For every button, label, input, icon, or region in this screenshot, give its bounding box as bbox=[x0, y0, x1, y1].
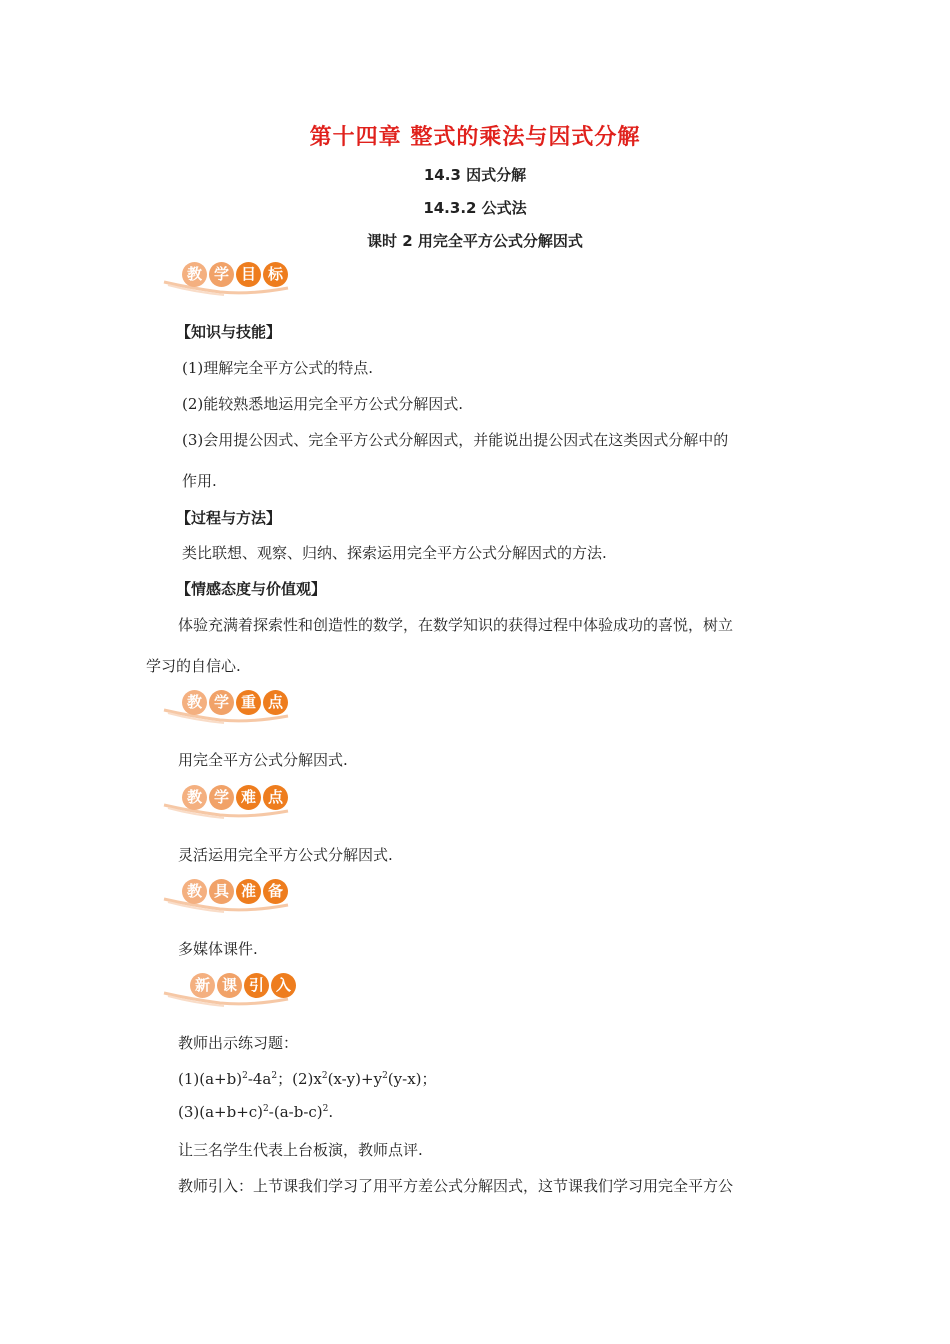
badge-char: 学 bbox=[209, 690, 234, 715]
process-text: 类比联想、观察、归纳、探索运用完全平方公式分解因式的方法. bbox=[182, 544, 607, 562]
intro-line-1: 教师出示练习题： bbox=[178, 1034, 299, 1052]
goal-item-3-cont: 作用. bbox=[182, 472, 217, 490]
badge-char: 点 bbox=[263, 690, 288, 715]
badge-char: 难 bbox=[236, 785, 261, 810]
exercise-text: (1)(a+b) bbox=[178, 1070, 243, 1088]
process-heading: 【过程与方法】 bbox=[176, 509, 282, 527]
exercise-line-1 bbox=[178, 1068, 437, 1089]
chapter-title: 第十四章 整式的乘法与因式分解 bbox=[309, 125, 641, 150]
exercise-exponent: 2 bbox=[382, 1071, 388, 1081]
lesson-title: 课时 2 用完全平方公式分解因式 bbox=[367, 232, 583, 250]
badge-char: 学 bbox=[209, 785, 234, 810]
badge-char: 目 bbox=[236, 262, 261, 287]
exercise-text: (y-x)； bbox=[387, 1070, 437, 1088]
badge-char: 教 bbox=[182, 690, 207, 715]
badge-char: 准 bbox=[236, 879, 261, 904]
exercise-exponent: 2 bbox=[242, 1071, 248, 1081]
difficulties-badge bbox=[160, 781, 320, 821]
intro-line-4: 让三名学生代表上台板演，教师点评. bbox=[178, 1141, 423, 1159]
goal-item-3: (3)会用提公因式、完全平方公式分解因式，并能说出提公因式在这类因式分解中的 bbox=[182, 431, 729, 449]
badge-char: 点 bbox=[263, 785, 288, 810]
badge-char: 标 bbox=[263, 262, 288, 287]
exercise-text: -4a bbox=[247, 1070, 272, 1088]
badge-char: 具 bbox=[209, 879, 234, 904]
intro-badge bbox=[160, 969, 320, 1009]
materials-text: 多媒体课件. bbox=[178, 940, 258, 958]
exercise-exponent: 2 bbox=[263, 1104, 269, 1114]
badge-char: 学 bbox=[209, 262, 234, 287]
exercise-text: . bbox=[328, 1103, 334, 1121]
goal-item-1: (1)理解完全平方公式的特点. bbox=[182, 359, 374, 377]
exercise-text: ；(2)x bbox=[277, 1070, 322, 1088]
exercise-exponent: 2 bbox=[321, 1071, 328, 1081]
badge-char: 引 bbox=[244, 973, 269, 998]
goal-item-2: (2)能较熟悉地运用完全平方公式分解因式. bbox=[182, 395, 464, 413]
difficulties-text: 灵活运用完全平方公式分解因式. bbox=[178, 846, 393, 864]
key-points-badge bbox=[160, 686, 320, 726]
badge-char: 课 bbox=[217, 973, 242, 998]
materials-badge bbox=[160, 875, 320, 915]
exercise-text: (3)(a+b+c) bbox=[178, 1103, 264, 1121]
attitude-text: 体验充满着探索性和创造性的数学，在数学知识的获得过程中体验成功的喜悦，树立 bbox=[178, 616, 734, 634]
attitude-heading: 【情感态度与价值观】 bbox=[176, 580, 327, 598]
knowledge-heading: 【知识与技能】 bbox=[176, 323, 282, 341]
goals-badge bbox=[160, 258, 320, 298]
subsection-title: 14.3.2 公式法 bbox=[423, 199, 527, 217]
exercise-text: -(a-b-c) bbox=[268, 1103, 323, 1121]
key-points-text: 用完全平方公式分解因式. bbox=[178, 751, 348, 769]
badge-char: 新 bbox=[190, 973, 215, 998]
badge-char: 教 bbox=[182, 879, 207, 904]
exercise-text: (x-y)+y bbox=[327, 1070, 383, 1088]
badge-char: 备 bbox=[263, 879, 288, 904]
exercise-line-3 bbox=[178, 1103, 333, 1121]
exercise-exponent: 2 bbox=[271, 1071, 278, 1081]
badge-char: 教 bbox=[182, 785, 207, 810]
intro-line-5: 教师引入：上节课我们学习了用平方差公式分解因式，这节课我们学习用完全平方公 bbox=[178, 1177, 734, 1195]
exercise-exponent: 2 bbox=[322, 1104, 329, 1114]
section-title: 14.3 因式分解 bbox=[423, 166, 527, 184]
badge-char: 教 bbox=[182, 262, 207, 287]
attitude-text-cont: 学习的自信心. bbox=[146, 657, 241, 675]
badge-char: 重 bbox=[236, 690, 261, 715]
badge-char: 入 bbox=[271, 973, 296, 998]
